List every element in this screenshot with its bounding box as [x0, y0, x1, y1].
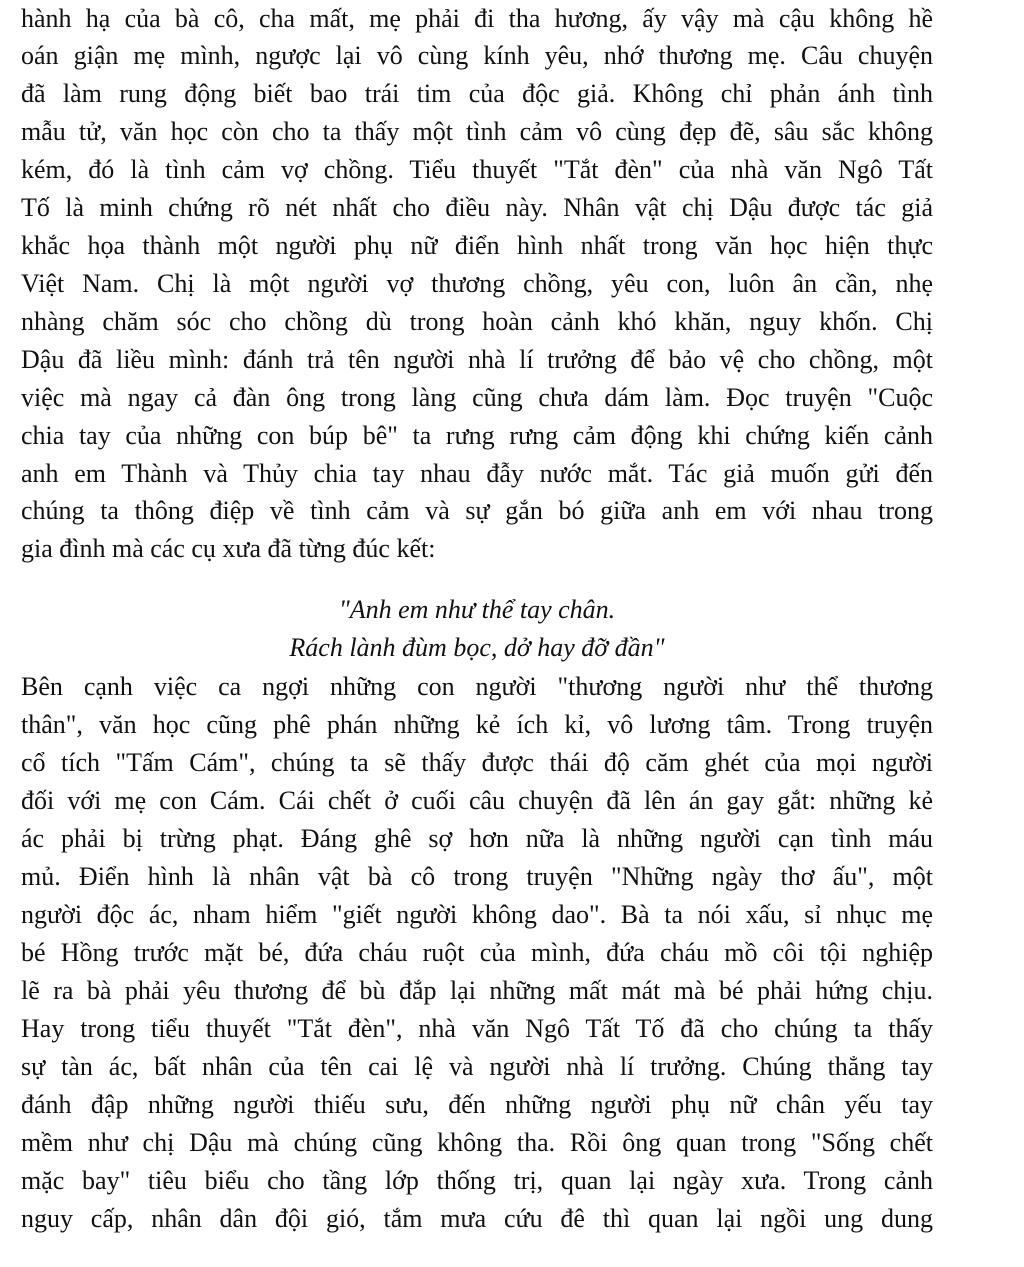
text-line: nguy cấp, nhân dân đội gió, tắm mưa cứu đê thì quan lại ngồi ung dung [21, 1204, 933, 1233]
text-line: chia tay của những con búp bê" ta rưng rưng cảm động khi chứng kiến cảnh [21, 421, 933, 450]
text-line: gia đình mà các cụ xưa đã từng đúc kết: [21, 534, 436, 563]
text-line: lẽ ra bà phải yêu thương để bù đắp lại những mất mát mà bé phải hứng chịu. [21, 976, 933, 1005]
text-line: mặc bay" tiêu biểu cho tầng lớp thống trị, quan lại ngày xưa. Trong cảnh [21, 1166, 933, 1195]
text-line: mẫu tử, văn học còn cho ta thấy một tình cảm vô cùng đẹp đẽ, sâu sắc không [21, 117, 933, 146]
text-line: đánh đập những người thiếu sưu, đến những người phụ nữ chân yếu tay [21, 1090, 933, 1119]
text-line: người độc ác, nham hiểm "giết người không dao". Bà ta nói xấu, sỉ nhục mẹ [21, 900, 933, 929]
text-line: Tố là minh chứng rõ nét nhất cho điều này. Nhân vật chị Dậu được tác giả [21, 193, 933, 222]
text-line: Việt Nam. Chị là một người vợ thương chồng, yêu con, luôn ân cần, nhẹ [21, 269, 933, 298]
text-line: Dậu đã liều mình: đánh trả tên người nhà lí trưởng để bảo vệ cho chồng, một [21, 345, 933, 374]
text-line: anh em Thành và Thủy chia tay nhau đẫy nước mắt. Tác giả muốn gửi đến [21, 459, 933, 488]
text-line: cổ tích "Tấm Cám", chúng ta sẽ thấy được thái độ căm ghét của mọi người [21, 748, 933, 777]
text-line: sự tàn ác, bất nhân của tên cai lệ và người nhà lí trưởng. Chúng thẳng tay [21, 1052, 933, 1081]
poem-line: Rách lành đùm bọc, dở hay đỡ đần" [289, 633, 665, 662]
text-line: oán giận mẹ mình, ngược lại vô cùng kính yêu, nhớ thương mẹ. Câu chuyện [21, 41, 933, 70]
text-line: hành hạ của bà cô, cha mất, mẹ phải đi tha hương, ấy vậy mà cậu không hề [21, 4, 933, 33]
text-line: mềm như chị Dậu mà chúng cũng không tha. Rồi ông quan trong "Sống chết [21, 1128, 933, 1157]
poem-line: "Anh em như thể tay chân. [338, 595, 616, 624]
text-line: đối với mẹ con Cám. Cái chết ở cuối câu chuyện đã lên án gay gắt: những kẻ [21, 786, 933, 815]
text-line: đã làm rung động biết bao trái tim của độc giả. Không chỉ phản ánh tình [21, 79, 933, 108]
text-line: kém, đó là tình cảm vợ chồng. Tiểu thuyết "Tắt đèn" của nhà văn Ngô Tất [21, 155, 933, 184]
text-line: nhàng chăm sóc cho chồng dù trong hoàn cảnh khó khăn, nguy khốn. Chị [21, 307, 933, 336]
text-line: thân", văn học cũng phê phán những kẻ ích kỉ, vô lương tâm. Trong truyện [21, 710, 933, 739]
text-line: khắc họa thành một người phụ nữ điển hình nhất trong văn học hiện thực [21, 231, 933, 260]
text-line: ác phải bị trừng phạt. Đáng ghê sợ hơn nữa là những người cạn tình máu [21, 824, 933, 853]
text-line: việc mà ngay cả đàn ông trong làng cũng chưa dám làm. Đọc truyện "Cuộc [21, 383, 933, 412]
text-line: mủ. Điển hình là nhân vật bà cô trong truyện "Những ngày thơ ấu", một [21, 862, 933, 891]
text-line: chúng ta thông điệp về tình cảm và sự gắn bó giữa anh em với nhau trong [21, 496, 933, 525]
text-line: bé Hồng trước mặt bé, đứa cháu ruột của mình, đứa cháu mồ côi tội nghiệp [21, 938, 933, 967]
text-line: Hay trong tiểu thuyết "Tắt đèn", nhà văn Ngô Tất Tố đã cho chúng ta thấy [21, 1014, 933, 1043]
text-line: Bên cạnh việc ca ngợi những con người "thương người như thể thương [21, 672, 933, 701]
